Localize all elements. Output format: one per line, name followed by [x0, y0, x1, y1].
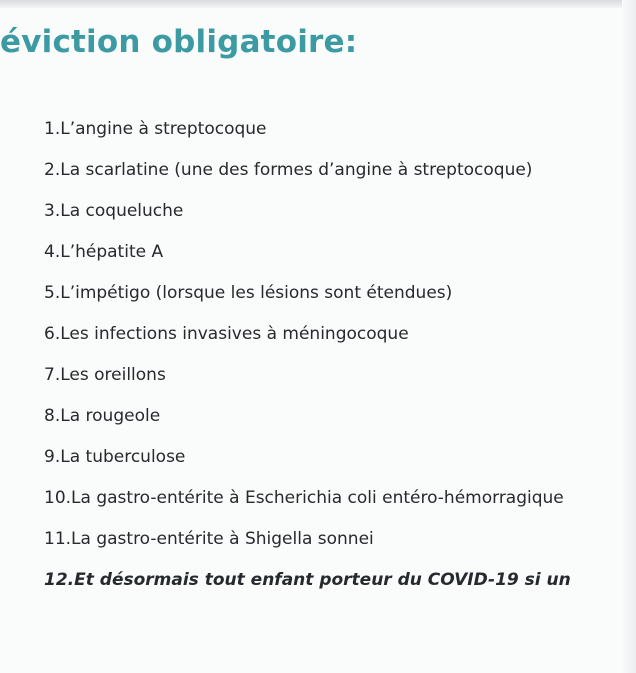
list-item-text: Les infections invasives à méningocoque — [60, 324, 409, 344]
list-item — [44, 359, 604, 391]
list-item-number: 3. — [44, 201, 61, 221]
list-item — [44, 441, 604, 473]
list-item-text: La coqueluche — [60, 201, 184, 221]
list-item — [44, 318, 604, 350]
list-item — [44, 113, 604, 145]
list-item-number: 6. — [44, 324, 61, 344]
page-heading: éviction obligatoire: — [0, 24, 358, 60]
list-item-number: 1. — [44, 119, 61, 139]
list-item-number: 7. — [44, 365, 61, 385]
list-item-number: 5. — [44, 283, 61, 303]
right-edge-shadow — [622, 0, 636, 673]
list-item-number: 11. — [44, 529, 72, 549]
list-item — [44, 523, 604, 555]
list-item-number: 8. — [44, 406, 61, 426]
list-item — [44, 236, 604, 268]
list-item-number: 12. — [44, 570, 75, 590]
list-item-text: La tuberculose — [60, 447, 186, 467]
list-item — [44, 277, 604, 309]
list-item-text: L’angine à streptocoque — [60, 119, 267, 139]
list-item-emphasized — [44, 564, 604, 596]
list-item-text: Les oreillons — [60, 365, 166, 385]
list-item — [44, 195, 604, 227]
list-item — [44, 400, 604, 432]
list-item-text: La gastro-entérite à Shigella sonnei — [71, 529, 374, 549]
list-item-text: Et désormais tout enfant porteur du COVID-19 si un — [74, 570, 571, 590]
list-item-text: La gastro-entérite à Escherichia coli entéro-hémorragique — [71, 488, 564, 508]
list-item-text: La rougeole — [60, 406, 161, 426]
list-item — [44, 154, 604, 186]
list-item-number: 10. — [44, 488, 72, 508]
list-item-text: L’hépatite A — [60, 242, 164, 262]
list-item-text: La scarlatine (une des formes d’angine à streptocoque) — [60, 160, 533, 180]
list-item — [44, 482, 604, 514]
eviction-disease-list — [44, 113, 604, 605]
list-item-text: L’impétigo (lorsque les lésions sont étendues) — [60, 283, 453, 303]
top-edge-strip — [0, 0, 636, 8]
list-item-number: 4. — [44, 242, 61, 262]
list-item-number: 2. — [44, 160, 61, 180]
list-item-number: 9. — [44, 447, 61, 467]
